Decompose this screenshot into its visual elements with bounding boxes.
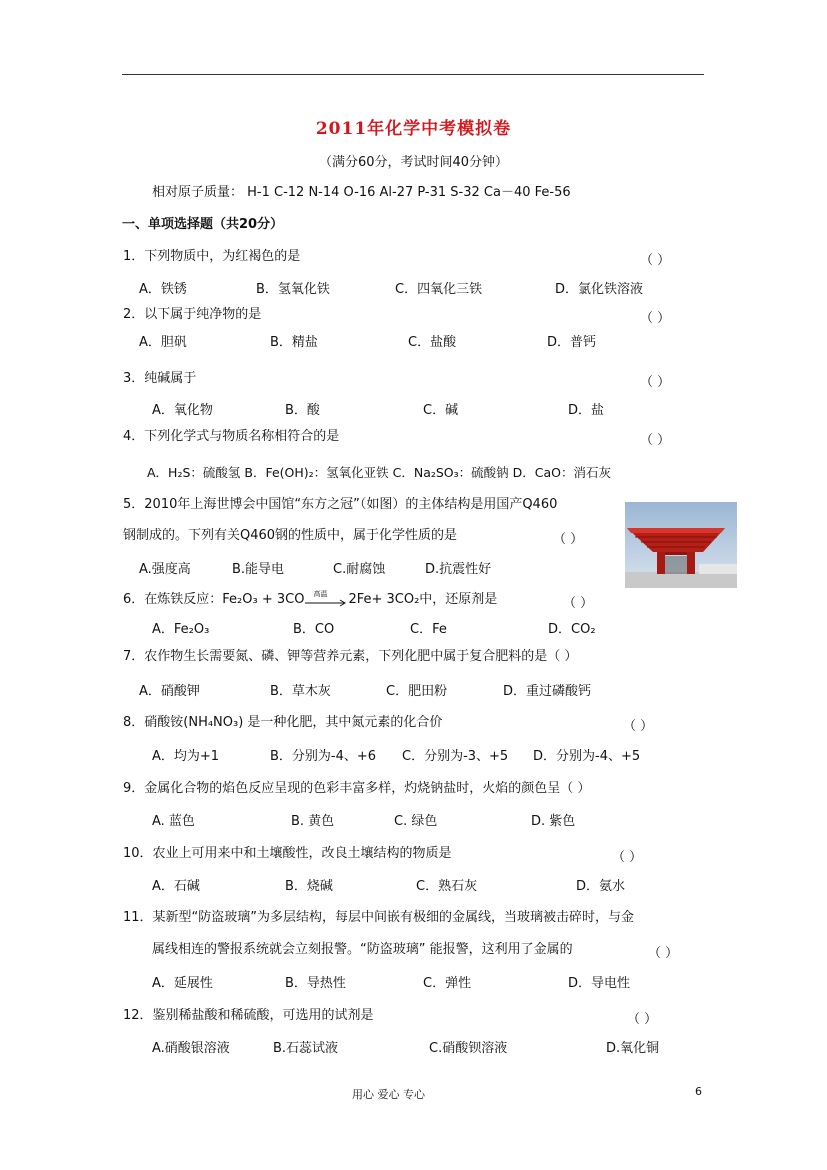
option: D．分别为-4、+5 xyxy=(533,749,641,764)
option: C．碱 xyxy=(423,403,459,418)
option: A.硝酸银溶液 xyxy=(152,1041,230,1056)
option: C．熟石灰 xyxy=(416,879,478,894)
option: A．铁锈 xyxy=(139,282,187,297)
question-stem-continued: 钢制成的。下列有关Q460钢的性质中，属于化学性质的是 xyxy=(123,528,458,543)
page-title: 2011年化学中考模拟卷 xyxy=(315,119,512,139)
option: D.抗震性好 xyxy=(425,562,492,577)
page-number: 6 xyxy=(695,1085,702,1098)
option: A．氧化物 xyxy=(152,403,213,418)
option: B．导热性 xyxy=(285,976,346,991)
section-heading: 一、单项选择题（共20分） xyxy=(122,217,284,232)
option: B．精盐 xyxy=(270,335,318,350)
exam-info: （满分60分，考试时间40分钟） xyxy=(318,155,509,170)
option: A. 蓝色 xyxy=(152,814,195,829)
question-stem xyxy=(123,589,498,608)
answer-blank: （ ） xyxy=(627,1012,658,1027)
option: A．硝酸钾 xyxy=(139,684,200,699)
option: C．盐酸 xyxy=(408,335,457,350)
option: B.能导电 xyxy=(232,562,285,577)
option: D．盐 xyxy=(568,403,605,418)
option: B．分别为-4、+6 xyxy=(270,749,377,764)
equation-products: 2Fe+ 3CO₂中，还原剂是 xyxy=(348,592,498,607)
option: A.强度高 xyxy=(139,562,191,577)
option: B．酸 xyxy=(285,403,320,418)
question-stem: 5．2010年上海世博会中国馆“东方之冠”（如图）的主体结构是用国产Q460 xyxy=(123,497,558,512)
option: C．Fe xyxy=(410,622,447,637)
question-stem: 7．农作物生长需要氮、磷、钾等营养元素，下列化肥中属于复合肥料的是（ ） xyxy=(123,649,578,664)
option: B．烧碱 xyxy=(285,879,333,894)
option: D．CO₂ xyxy=(548,622,596,637)
option: D. 紫色 xyxy=(531,814,576,829)
answer-blank: （ ） xyxy=(623,719,654,734)
question-stem: 11．某新型“防盗玻璃”为多层结构，每层中间嵌有极细的金属线，当玻璃被击碎时，与金 xyxy=(123,910,635,925)
option: C．分别为-3、+5 xyxy=(402,749,509,764)
footer-motto: 用心 爱心 专心 xyxy=(352,1088,425,1101)
option: A．Fe₂O₃ xyxy=(152,622,210,637)
question-stem: 8．硝酸铵(NH₄NO₃) 是一种化肥，其中氮元素的化合价 xyxy=(123,715,443,730)
equation-reactants: 6．在炼铁反应：Fe₂O₃ + 3CO xyxy=(123,592,305,607)
answer-blank: （ ） xyxy=(640,433,671,448)
option: C.耐腐蚀 xyxy=(333,562,386,577)
answer-blank: （ ） xyxy=(553,532,584,547)
option: A．延展性 xyxy=(152,976,213,991)
question-stem-continued: 属线相连的警报系统就会立刻报警。“防盗玻璃” 能报警，这利用了金属的 xyxy=(152,942,573,957)
answer-blank: （ ） xyxy=(563,596,594,611)
atomic-masses: 相对原子质量： H-1 C-12 N-14 O-16 Al-27 P-31 S-32 Ca－40 Fe-56 xyxy=(152,185,571,200)
reaction-condition: 高温 xyxy=(313,589,328,598)
answer-blank: （ ） xyxy=(640,253,671,268)
option: C. 绿色 xyxy=(394,814,438,829)
option: D．重过磷酸钙 xyxy=(503,684,592,699)
option: D．普钙 xyxy=(547,335,597,350)
answer-blank: （ ） xyxy=(640,311,671,326)
option: A．均为+1 xyxy=(152,749,220,764)
option: A．胆矾 xyxy=(139,335,187,350)
question-stem: 4．下列化学式与物质名称相符合的是 xyxy=(123,429,340,444)
option: B．草木灰 xyxy=(270,684,331,699)
question-stem: 1．下列物质中，为红褐色的是 xyxy=(123,249,301,264)
question-stem: 3．纯碱属于 xyxy=(123,371,197,386)
question-stem: 12．鉴别稀盐酸和稀硫酸，可选用的试剂是 xyxy=(123,1008,374,1023)
option: B.石蕊试液 xyxy=(273,1041,339,1056)
option: D．氨水 xyxy=(576,879,626,894)
answer-blank: （ ） xyxy=(612,850,643,865)
question-stem: 10．农业上可用来中和土壤酸性，改良土壤结构的物质是 xyxy=(123,846,452,861)
option: C．弹性 xyxy=(423,976,472,991)
option: A．H₂S：硫酸氢 B．Fe(OH)₂：氢氧化亚铁 C．Na₂SO₃：硫酸钠 D．CaO：消石灰 xyxy=(147,465,611,480)
answer-blank: （ ） xyxy=(648,946,679,961)
option: A．石碱 xyxy=(152,879,200,894)
option: B．CO xyxy=(293,622,335,637)
question-stem: 2．以下属于纯净物的是 xyxy=(123,307,262,322)
option: D．导电性 xyxy=(568,976,631,991)
china-pavilion-image xyxy=(625,502,737,588)
option: D.氧化铜 xyxy=(606,1041,660,1056)
header-rule xyxy=(122,74,704,75)
option: C．肥田粉 xyxy=(386,684,448,699)
reaction-arrow xyxy=(304,589,348,607)
option: B. 黄色 xyxy=(291,814,335,829)
option: D．氯化铁溶液 xyxy=(555,282,644,297)
option: C.硝酸钡溶液 xyxy=(429,1041,508,1056)
option: C．四氧化三铁 xyxy=(395,282,483,297)
answer-blank: （ ） xyxy=(640,375,671,390)
question-stem: 9．金属化合物的焰色反应呈现的色彩丰富多样，灼烧钠盐时，火焰的颜色呈（ ） xyxy=(123,781,591,796)
option: B．氢氧化铁 xyxy=(256,282,330,297)
